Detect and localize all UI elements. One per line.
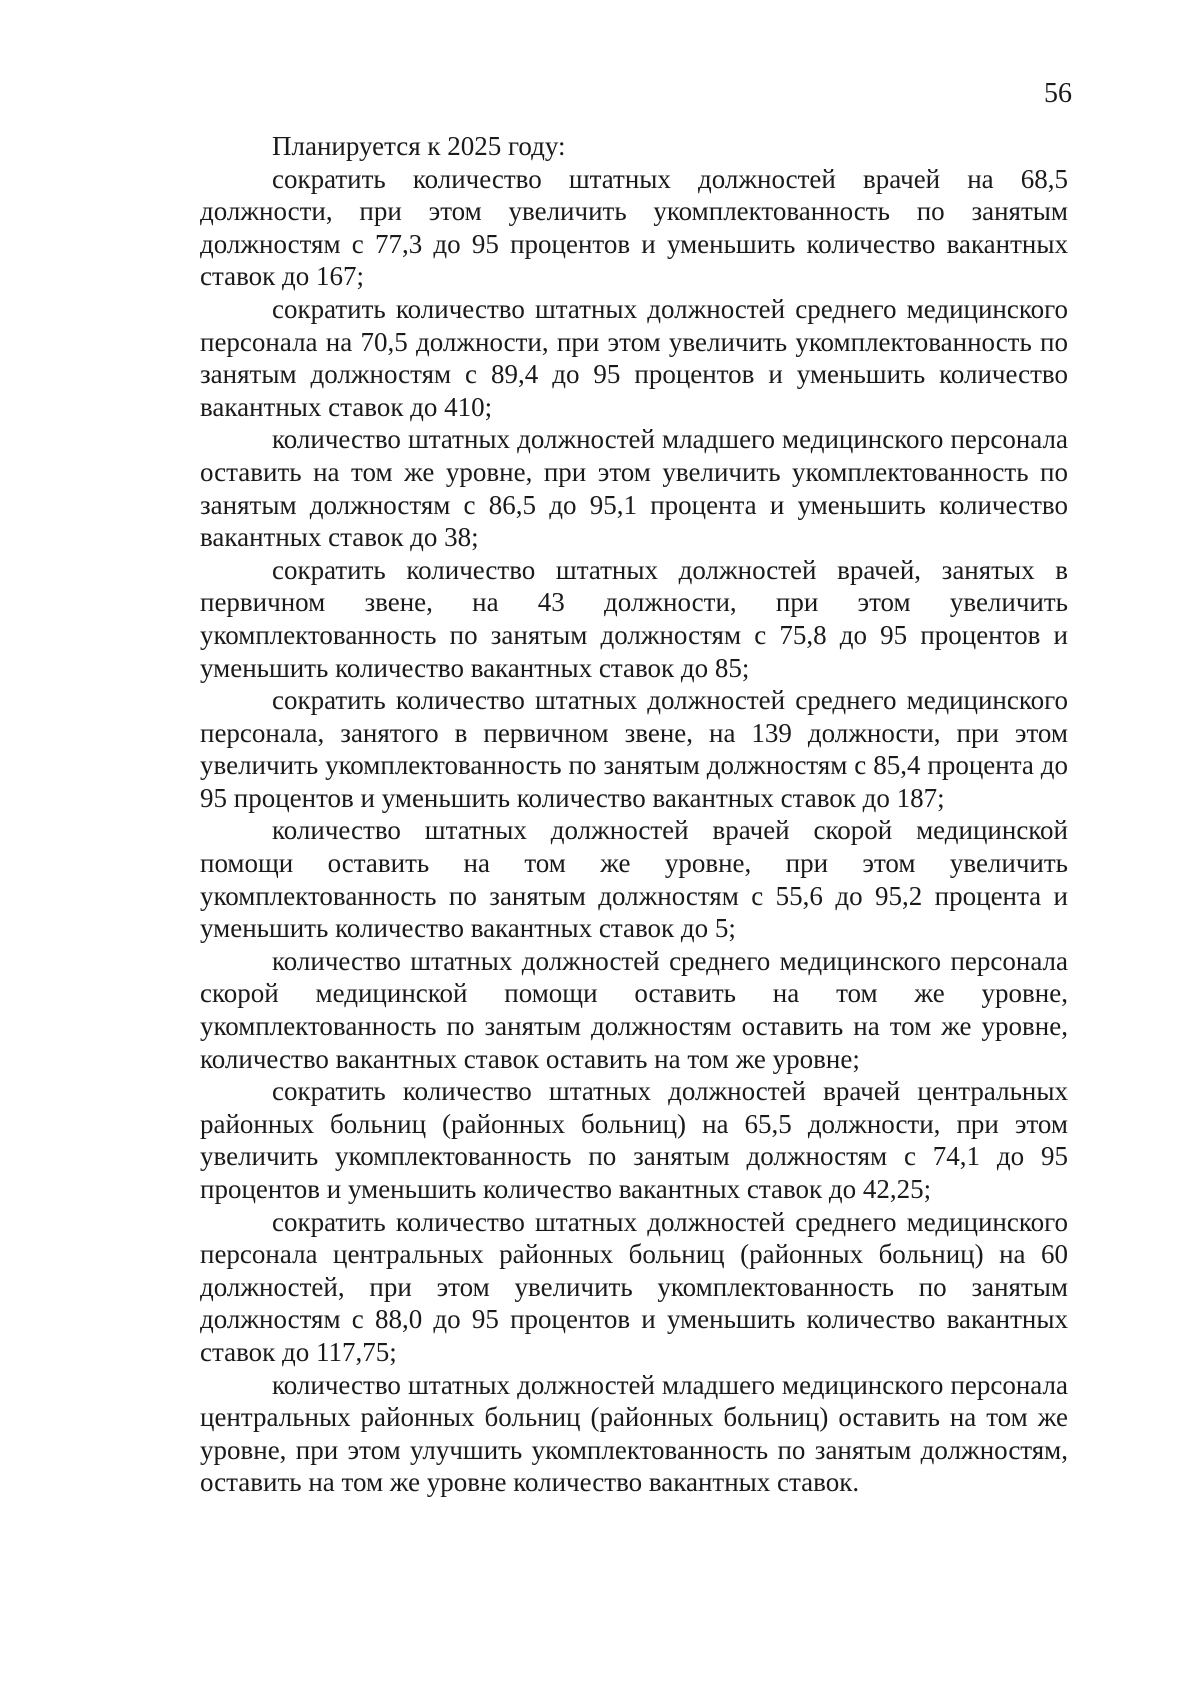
paragraph-9: сократить количество штатных должностей среднего медицинского персонала центральных районных больниц (районных больниц) на 60 должностей, при этом увеличить укомплектованность по занятым должностям с 88,0 до 95 процентов и уменьшить количество вакантных ставок до 117,75; xyxy=(200,1206,1068,1367)
paragraph-8: сократить количество штатных должностей врачей центральных районных больниц (районных больниц) на 65,5 должности, при этом увеличить укомплектованность по занятым должностям с 74,1 до 95 процентов и уменьшить количество вакантных ставок до 42,25; xyxy=(200,1076,1068,1204)
paragraph-4: сократить количество штатных должностей врачей, занятых в первичном звене, на 43 должности, при этом увеличить укомплектованность по занятым должностям с 75,8 до 95 процентов и уменьшить количество вакантных ставок до 85; xyxy=(200,554,1068,683)
paragraph-10: количество штатных должностей младшего медицинского персонала центральных районных больниц (районных больниц) оставить на том же уровне, при этом улучшить укомплектованность по занятым должностям, оставить на том же уровне количество вакантных ставок. xyxy=(200,1369,1068,1498)
intro-line: Планируется к 2025 году: xyxy=(272,131,566,161)
paragraph-5: сократить количество штатных должностей среднего медицинского персонала, занятого в первичном звене, на 139 должности, при этом увеличить укомплектованность по занятым должностям с 85,4 процента до 95 процентов и уменьшить количество вакантных ставок до 187; xyxy=(200,685,1068,813)
paragraph-7: количество штатных должностей среднего медицинского персонала скорой медицинской помощи оставить на том же уровне, укомплектованность по занятым должностям оставить на том же уровне, количество вакантных ставок оставить на том же уровне; xyxy=(200,945,1068,1074)
document-body xyxy=(200,130,1068,1499)
paragraph-6: количество штатных должностей врачей скорой медицинской помощи оставить на том же уровне, при этом увеличить укомплектованность по занятым должностям с 55,6 до 95,2 процента и уменьшить количество вакантных ставок до 5; xyxy=(200,815,1068,944)
paragraph-1: сократить количество штатных должностей врачей на 68,5 должности, при этом увеличить укомплектованность по занятым должностям с 77,3 до 95 процентов и уменьшить количество вакантных ставок до 167; xyxy=(200,163,1068,292)
page-number: 56 xyxy=(1044,78,1072,109)
paragraph-2: сократить количество штатных должностей среднего медицинского персонала на 70,5 должности, при этом увеличить укомплектованность по занятым должностям с 89,4 до 95 процентов и уменьшить количество вакантных ставок до 410; xyxy=(200,293,1068,422)
paragraph-3: количество штатных должностей младшего медицинского персонала оставить на том же уровне, при этом увеличить укомплектованность по занятым должностям с 86,5 до 95,1 процента и уменьшить количество вакантных ставок до 38; xyxy=(200,424,1068,553)
